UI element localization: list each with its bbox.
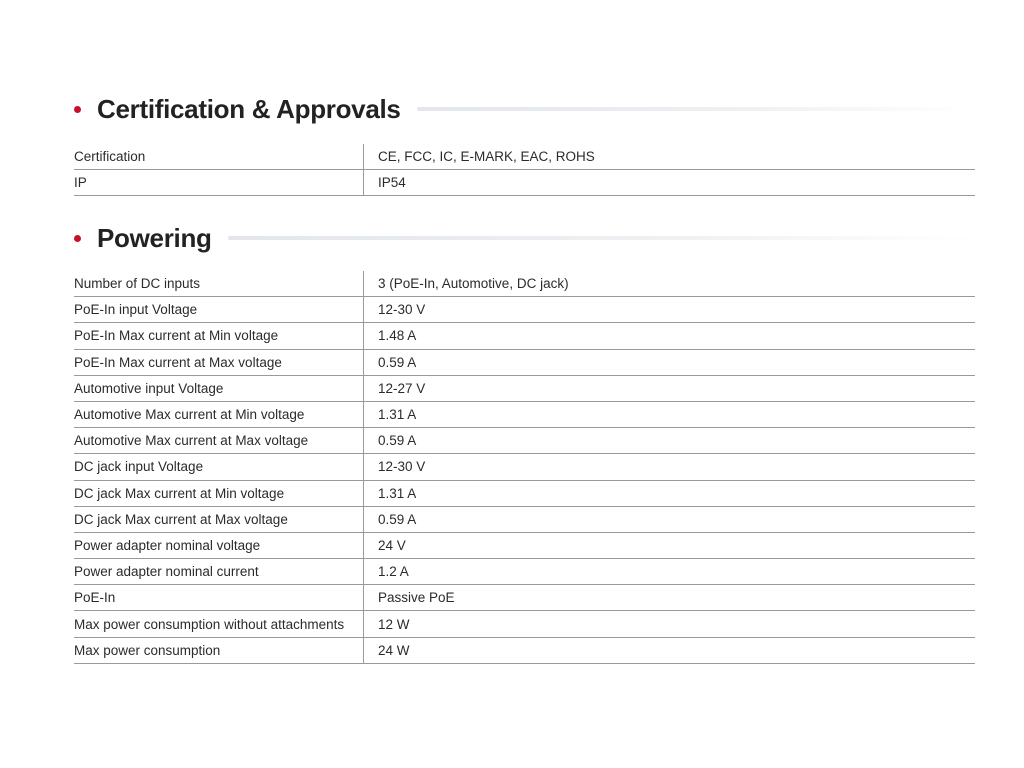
title-divider: [417, 107, 975, 111]
table-row: [74, 637, 975, 663]
spec-label: PoE-In Max current at Min voltage: [74, 323, 364, 349]
spec-value: Passive PoE: [364, 585, 976, 611]
spec-label: DC jack Max current at Min voltage: [74, 480, 364, 506]
table-row: [74, 375, 975, 401]
spec-value: 1.31 A: [364, 401, 976, 427]
spec-label: Max power consumption without attachments: [74, 611, 364, 637]
spec-label: DC jack input Voltage: [74, 454, 364, 480]
table-row: [74, 349, 975, 375]
spec-value: 24 W: [364, 637, 976, 663]
table-row: [74, 559, 975, 585]
spec-value: 0.59 A: [364, 349, 976, 375]
spec-label: Max power consumption: [74, 637, 364, 663]
spec-table: [74, 271, 975, 664]
spec-label: Power adapter nominal voltage: [74, 532, 364, 558]
spec-label: Certification: [74, 144, 364, 170]
table-row: [74, 454, 975, 480]
title-divider: [228, 236, 975, 240]
spec-value: IP54: [364, 170, 976, 196]
spec-label: DC jack Max current at Max voltage: [74, 506, 364, 532]
table-row: [74, 611, 975, 637]
spec-label: Automotive Max current at Max voltage: [74, 428, 364, 454]
spec-value: 24 V: [364, 532, 976, 558]
table-row: [74, 585, 975, 611]
table-row: [74, 144, 975, 170]
spec-value: 12 W: [364, 611, 976, 637]
spec-label: PoE-In input Voltage: [74, 297, 364, 323]
spec-label: Power adapter nominal current: [74, 559, 364, 585]
table-row: [74, 297, 975, 323]
table-row: [74, 506, 975, 532]
spec-table: [74, 144, 975, 196]
table-row: [74, 323, 975, 349]
bullet-icon: [74, 106, 81, 113]
spec-value: 12-27 V: [364, 375, 976, 401]
spec-label: Automotive Max current at Min voltage: [74, 401, 364, 427]
bullet-icon: [74, 235, 81, 242]
table-row: [74, 170, 975, 196]
section-header: [74, 220, 975, 256]
spec-value: 1.48 A: [364, 323, 976, 349]
table-row: [74, 532, 975, 558]
section-title: Certification & Approvals: [97, 93, 401, 124]
section-title: Powering: [97, 222, 212, 253]
table-row: [74, 401, 975, 427]
table-row: [74, 271, 975, 297]
spec-value: CE, FCC, IC, E-MARK, EAC, ROHS: [364, 144, 976, 170]
spec-value: 3 (PoE-In, Automotive, DC jack): [364, 271, 976, 297]
section-certification: [74, 91, 975, 196]
spec-label: PoE-In Max current at Max voltage: [74, 349, 364, 375]
spec-value: 12-30 V: [364, 454, 976, 480]
spec-value: 1.31 A: [364, 480, 976, 506]
table-row: [74, 480, 975, 506]
spec-label: IP: [74, 170, 364, 196]
spec-label: Automotive input Voltage: [74, 375, 364, 401]
spec-value: 0.59 A: [364, 428, 976, 454]
spec-value: 1.2 A: [364, 559, 976, 585]
spec-value: 0.59 A: [364, 506, 976, 532]
section-powering: [74, 220, 975, 664]
spec-label: Number of DC inputs: [74, 271, 364, 297]
spec-value: 12-30 V: [364, 297, 976, 323]
table-row: [74, 428, 975, 454]
section-header: [74, 91, 975, 127]
spec-label: PoE-In: [74, 585, 364, 611]
